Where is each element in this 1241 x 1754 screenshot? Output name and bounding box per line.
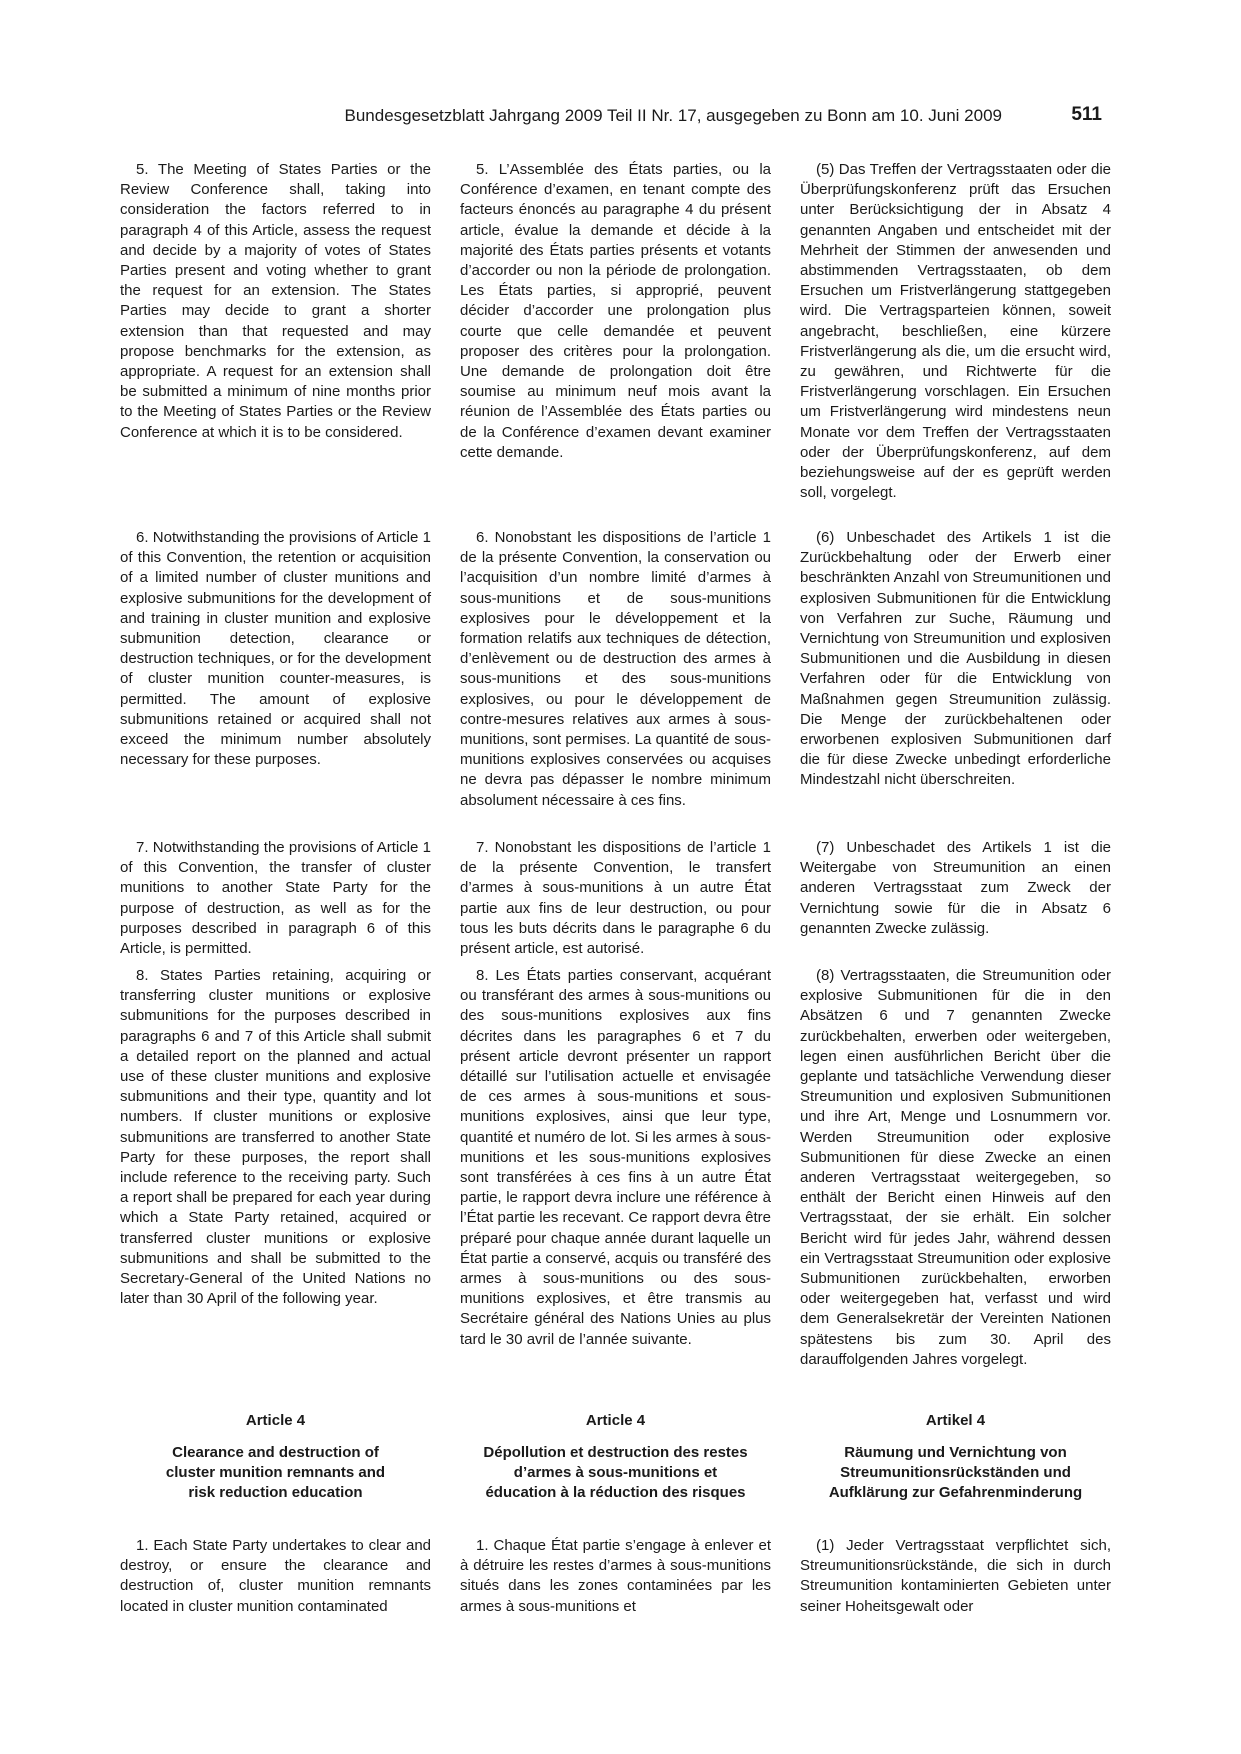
- french-paragraph-5: 5. L’Assemblée des États parties, ou la Conférence d’examen, en tenant compte des facteurs énoncés au paragraphe 4 du présent article, évalue la demande et décide à la majorité des États parties présents et votants d’accorder ou non la période de prolongation. Les États parties, si approprié, peuvent décider d’accorder une prolongation plus courte que celle demandée et peuvent proposer des critères pour la prolongation. Une demande de prolongation doit être soumise au minimum neuf mois avant la réunion de l’Assemblée des États parties ou de la Conférence d’examen devant examiner cette demande.: [460, 161, 771, 461]
- french-article-heading: Article 4: [585, 1412, 646, 1429]
- german-article-title: Räumung und Vernichtung von Streumunitionsrückständen und Aufklärung zur Gefahrenminderung: [828, 1444, 1083, 1501]
- french-paragraph-8: 8. Les États parties conservant, acquérant ou transférant des armes à sous-munitions ou des sous-munitions explosives aux fins décrites dans les paragraphes 6 et 7 du présent article devront présenter un rapport détaillé sur l’utilisation actuelle et envisagée de ces armes à sous-munitions et sous-munitions explosives, ainsi que leur type, quantité et numéro de lot. Si les armes à sous-munitions et les sous-munitions explosives sont transférées à ces fins à un autre État partie, le rapport devra inclure une référence à l’État partie les recevant. Ce rapport devra être préparé pour chaque année durant laquelle un État partie a conservé, acquis ou transféré des armes à sous-munitions ou des sous-munitions explosives, et être transmis au Secrétaire général des Nations Unies au plus tard le 30 avril de l’année suivante.: [460, 967, 771, 1348]
- french-paragraph-6: 6. Nonobstant les dispositions de l’article 1 de la présente Convention, la conservation ou l’acquisition d’un nombre limité d’armes à sous-munitions et de sous-munitions explosives pour le développement et la formation relatifs aux techniques de détection, d’enlèvement ou de destruction des armes à sous-munitions et des sous-munitions explosives, ou pour le développement de contre-mesures relatives aux armes à sous-munitions, sont permises. La quantité de sous-munitions explosives conservées ou acquises ne devra pas dépasser le nombre minimum absolument nécessaire à ces fins.: [460, 529, 771, 809]
- german-article-4-paragraph-1: (1) Jeder Vertragsstaat verpflichtet sich, Streumunitionsrückstände, die sich in durch Streumunition kontaminierten Gebieten unter seiner Hoheitsgewalt oder: [800, 1537, 1111, 1615]
- german-article-heading: Artikel 4: [925, 1412, 986, 1429]
- english-article-title: Clearance and destruction of cluster munition remnants and risk reduction education: [165, 1444, 386, 1501]
- german-paragraph-6: (6) Unbeschadet des Artikels 1 ist die Zurückbehaltung oder der Erwerb einer beschränkten Anzahl von Streumunitionen und explosiven Submunitionen für die Entwicklung von Verfahren zur Suche, Räumung und Vernichtung von Streumunition und explosiven Submunitionen und die Ausbildung in diesen Verfahren oder für die Entwicklung von Maßnahmen gegen Streumunition zulässig. Die Menge der zurückbehaltenen oder erworbenen explosiven Submunitionen darf die für diese Zwecke unbedingt erforderliche Mindestzahl nicht überschreiten.: [800, 529, 1111, 789]
- german-paragraph-7: (7) Unbeschadet des Artikels 1 ist die Weitergabe von Streumunition an einen anderen Vertragsstaat zum Zweck der Vernichtung sowie für die in Absatz 6 genannten Zwecke zulässig.: [800, 839, 1111, 937]
- english-article-heading: Article 4: [245, 1412, 306, 1429]
- page-number: 511: [1071, 104, 1102, 125]
- english-article-4-paragraph-1: 1. Each State Party undertakes to clear and destroy, or ensure the clearance and destruction of, cluster munition remnants located in cluster munition contaminated: [120, 1537, 431, 1615]
- page-header: [120, 104, 1120, 134]
- english-paragraph-7: 7. Notwithstanding the provisions of Article 1 of this Convention, the transfer of cluster munitions to another State Party for the purpose of destruction, as well as for the purposes described in paragraph 6 of this Article, is permitted.: [120, 839, 431, 958]
- french-article-4-paragraph-1: 1. Chaque État partie s’engage à enlever et à détruire les restes d’armes à sous-munitions situés dans les zones contaminées par les armes à sous-munitions et: [460, 1537, 771, 1615]
- english-paragraph-5: 5. The Meeting of States Parties or the Review Conference shall, taking into consideration the factors referred to in paragraph 4 of this Article, assess the request and decide by a majority of votes of States Parties present and voting whether to grant the request for an extension. The States Parties may decide to grant a shorter extension than that requested and may propose benchmarks for the extension, as appropriate. A request for an extension shall be submitted a minimum of nine months prior to the Meeting of States Parties or the Review Conference at which it is to be considered.: [120, 161, 431, 441]
- german-paragraph-5: (5) Das Treffen der Vertragsstaaten oder die Überprüfungskonferenz prüft das Ersuchen unter Berücksichtigung der in Absatz 4 genannten Angaben und entscheidet mit der Mehrheit der Stimmen der anwesenden und abstimmenden Vertragsstaaten, ob dem Ersuchen um Fristverlängerung stattgegeben wird. Die Vertragsparteien können, soweit angebracht, beschließen, eine kürzere Fristverlängerung als die, um die ersucht wird, zu gewähren, und Richtwerte für die Fristverlängerung vorschlagen. Ein Ersuchen um Fristverlängerung wird mindestens neun Monate vor dem Treffen der Vertragsstaaten oder der Überprüfungskonferenz, auf dem beziehungsweise auf der es geprüft werden soll, vorgelegt.: [800, 161, 1111, 502]
- english-paragraph-6: 6. Notwithstanding the provisions of Article 1 of this Convention, the retention or acquisition of a limited number of cluster munitions and explosive submunitions for the development of and training in cluster munition and explosive submunition detection, clearance or destruction techniques, or for the development of cluster munition counter-measures, is permitted. The amount of explosive submunitions retained or acquired shall not exceed the minimum number absolutely necessary for these purposes.: [120, 529, 431, 769]
- german-paragraph-8: (8) Vertragsstaaten, die Streumunition oder explosive Submunitionen für die in den Absätzen 6 und 7 genannten Zwecke zurückbehalten, erwerben oder weitergeben, legen einen ausführlichen Bericht über die geplante und tatsächliche Verwendung dieser Streumunition und explosiven Submunitionen und ihre Art, Menge und Losnummern vor. Werden Streumunition oder explosive Submunitionen für diese Zwecke an einen anderen Vertragsstaat weitergegeben, so enthält der Bericht einen Hinweis auf den Vertragsstaat, der sie erhält. Ein solcher Bericht wird für jedes Jahr, während dessen ein Vertragsstaat Streumunition oder explosive Submunitionen zurückbehalten, erworben oder weitergegeben hat, verfasst und wird dem Generalsekretär der Vereinten Nationen spätestens bis zum 30. April des darauffolgenden Jahres vorgelegt.: [800, 967, 1111, 1368]
- french-article-title: Dépollution et destruction des restes d’armes à sous-munitions et éducation à la réduction des risques: [483, 1444, 748, 1501]
- english-paragraph-8: 8. States Parties retaining, acquiring or transferring cluster munitions or explosive submunitions for the purposes described in paragraphs 6 and 7 of this Article shall submit a detailed report on the planned and actual use of these cluster munitions and explosive submunitions and their type, quantity and lot numbers. If cluster munitions or explosive submunitions are transferred to another State Party for these purposes, the report shall include reference to the receiving party. Such a report shall be prepared for each year during which a State Party retained, acquired or transferred cluster munitions or explosive submunitions and shall be submitted to the Secretary-General of the United Nations no later than 30 April of the following year.: [120, 967, 431, 1308]
- header-title: Bundesgesetzblatt Jahrgang 2009 Teil II Nr. 17, ausgegeben zu Bonn am 10. Juni 2009: [344, 106, 1002, 125]
- french-paragraph-7: 7. Nonobstant les dispositions de l’article 1 de la présente Convention, le transfert d’armes à sous-munitions à un autre État partie aux fins de leur destruction, ou pour tous les buts décrits dans le paragraphe 6 du présent article, est autorisé.: [460, 839, 771, 958]
